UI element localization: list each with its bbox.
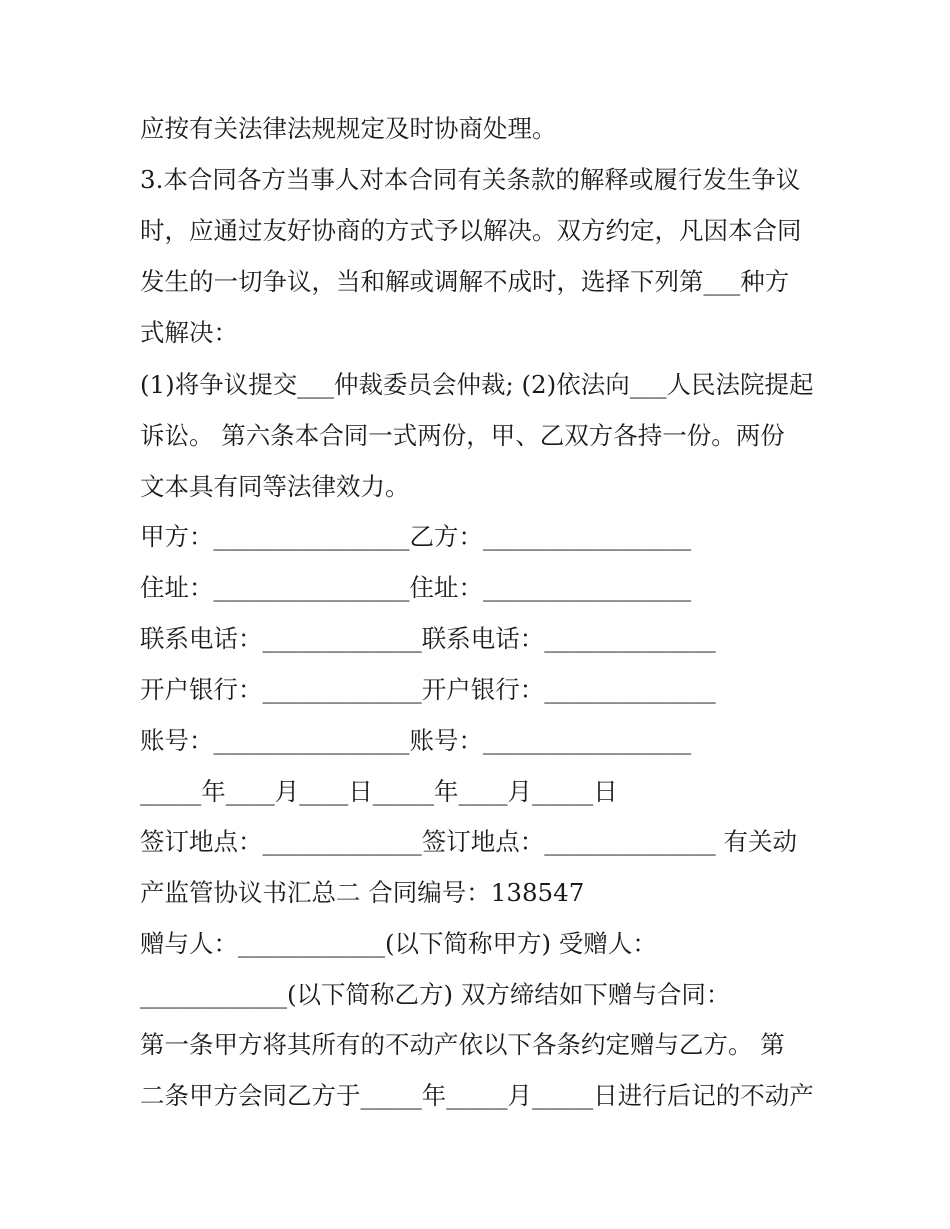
text-line: 文本具有同等法律效力。 xyxy=(140,472,410,501)
signature-line-party: 甲方：________________乙方：_________________ xyxy=(140,522,692,551)
text-line: 第一条甲方将其所有的不动产依以下各条约定赠与乙方。 第 xyxy=(140,1030,785,1059)
text-line: 赠与人：____________(以下简称甲方) 受赠人： xyxy=(140,929,657,958)
text-line: 产监管协议书汇总二 合同编号：138547 xyxy=(140,878,585,907)
text-line: ____________(以下简称乙方) 双方缔结如下赠与合同： xyxy=(140,980,731,1009)
signature-line-phone: 联系电话：_____________联系电话：______________ xyxy=(140,624,716,653)
text-line: 诉讼。 第六条本合同一式两份，甲、乙双方各持一份。两份 xyxy=(140,421,785,450)
text-line: 3.本合同各方当事人对本合同有关条款的解释或履行发生争议 xyxy=(140,165,801,194)
text-line: 式解决： xyxy=(140,318,238,347)
signature-line-date: _____年____月____日_____年____月_____日 xyxy=(140,777,618,806)
text-line: 二条甲方会同乙方于_____年_____月_____日进行后记的不动产 xyxy=(140,1081,814,1110)
signature-line-place: 签订地点：_____________签订地点：______________ 有关动 xyxy=(140,827,798,856)
signature-line-address: 住址：________________住址：_________________ xyxy=(140,573,692,602)
text-line: 时，应通过友好协商的方式予以解决。双方约定，凡因本合同 xyxy=(140,216,802,245)
text-line: 应按有关法律法规规定及时协商处理。 xyxy=(140,114,557,143)
text-line: 发生的一切争议，当和解或调解不成时，选择下列第___种方 xyxy=(140,267,790,296)
signature-line-bank: 开户银行：_____________开户银行：______________ xyxy=(140,675,716,704)
signature-line-account: 账号：________________账号：_________________ xyxy=(140,726,692,755)
text-line: (1)将争议提交___仲裁委员会仲裁; (2)依法向___人民法院提起 xyxy=(140,370,814,399)
